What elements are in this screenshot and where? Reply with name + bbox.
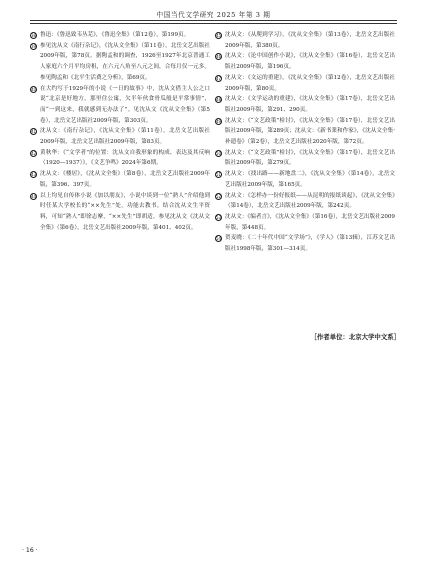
endnote <box>215 51 395 72</box>
endnote-number: 39 <box>31 43 37 49</box>
endnote-text: 沈从文：《从爬到学习》，《沈从文全集》（第13卷），北岳文艺出版社2009年版，第380页。 <box>225 32 395 49</box>
endnote <box>30 191 210 234</box>
endnote <box>215 212 395 233</box>
endnote <box>30 169 210 190</box>
endnote-number: 47 <box>216 75 222 81</box>
notes-right-column <box>215 30 395 255</box>
endnote-number: 45 <box>216 33 222 38</box>
endnote-text: 沈从文：《论中国创作小说》，《沈从文全集》（第16卷），北岳文艺出版社2009年版，第196页。 <box>225 53 395 71</box>
endnote-number: 54 <box>216 236 222 242</box>
endnote <box>215 191 395 212</box>
endnote-text: 沈从文：《编者言》，《沈从文全集》（第16卷），北岳文艺出版社2009年版，第448页。 <box>225 213 395 231</box>
page-number: · 16 · <box>22 547 38 554</box>
header-rule-thick <box>30 20 397 21</box>
endnote <box>215 73 395 94</box>
endnote <box>30 41 210 84</box>
endnote-text: 鲁迅：《鲁迅致韦丛芜》，《鲁迅全集》（第12卷），第199页。 <box>40 32 190 38</box>
endnote <box>215 148 395 169</box>
author-affiliation: ［作者单位：北京大学中文系］ <box>310 333 400 341</box>
endnote-text: 在大约写于1929年的小说《一日的故事》中，沈从文借主人公之口说“北京是好地方，那里住公寓，欠半年伙食骨瓜般是平常事情”，而“一到这来，我就感到无办法了”。见沈从文《沈从文全集》（第5卷），北岳文艺出版社2009年版，第303页。 <box>40 85 210 124</box>
endnote-text: 沈从文：《南行杂记》，《沈从文全集》（第11卷），北岳文艺出版社2009年版，北岳文艺出版社2009年版，第83页。 <box>40 128 210 146</box>
endnote-number: 43 <box>31 172 37 178</box>
endnote-number: 42 <box>31 150 37 156</box>
endnote <box>215 233 395 254</box>
endnote-text: 沈从文：《“文艺政策”检讨》，《沈从文全集》（第17卷），北岳文艺出版社2009年版，第279页。 <box>225 149 395 167</box>
endnote-text: 以上均见自传体小说《加以朋友》，小说中谈到一位“熟人”介绍他到时任某大学校长的“××先生”处，功能去教书。结合沈从文生平资料，可知“熟人”即徐志摩，“××先生”即胡适。参见沈从文《沈从文全集》（第6卷），北岳文艺出版社2009年版，第401、402页。 <box>40 192 210 231</box>
endnote-number: 51 <box>216 172 222 178</box>
endnote-text: 沈从文：《文运的重建》，《沈从文全集》（第12卷），北岳文艺出版社2009年版，第80页。 <box>225 74 395 92</box>
running-header: 中国当代文学研究 2025 年第 3 期 <box>156 11 271 19</box>
notes-left-column <box>30 30 210 233</box>
endnote <box>215 30 395 51</box>
endnote-number: 41 <box>31 129 37 135</box>
endnote-number: 49 <box>216 118 222 124</box>
endnote-number: 40 <box>31 86 37 92</box>
endnote-text: 沈从文：《文学运动的重建》，《沈从文全集》（第17卷），北岳文艺出版社2009年版，第291、290页。 <box>225 96 395 113</box>
endnote <box>30 126 210 147</box>
endnote <box>30 148 210 169</box>
endnote-text: 贺麦晓：《二十年代中国“文学场”》，《学人》（第13辑），江苏文艺出版社1998年版，第301—314页。 <box>225 235 395 253</box>
endnote-number: 52 <box>216 193 222 199</box>
endnote-text: 沈从文：《“文艺政策”检讨》，《沈从文全集》（第17卷），北岳文艺出版社2009年版，第289页；沈从文：《新书業和作家》，《沈从文全集·补遗卷》（第2卷），北岳文艺出版社2020年版，第72页。 <box>225 117 395 146</box>
endnote <box>30 84 210 127</box>
endnote <box>215 169 395 190</box>
endnote <box>215 94 395 115</box>
header-rule-thin <box>30 23 397 24</box>
endnote-number: 38 <box>31 33 37 38</box>
endnote-text: 参见沈从文《南行杂记》，《沈从文全集》（第11卷），北岳文艺出版社2009年版，第78页。据陶孟和的调查，1926至1927年北京普通工人家庭六个月平均房租，在六元八角至八元之间，合每月仅一元多。参见陶孟和《北平生活费之分析》，第69页。 <box>40 42 210 81</box>
endnote <box>30 30 210 41</box>
endnote-number: 46 <box>216 54 222 60</box>
endnote-text: 黄秋华：《“文学者”的位置：沈从文自我形象的构成、表达及其反响（1920—1937）》，《文艺争鸣》2024年第6期。 <box>40 149 210 167</box>
endnote-number: 48 <box>216 97 222 103</box>
endnote-number: 50 <box>216 150 222 156</box>
endnote-text: 沈从文：《找出路——新地盘二》，《沈从文全集》（第14卷），北岳文艺出版社2009年版，第165页。 <box>225 171 395 188</box>
endnote-text: 沈从文：《楼居》，《沈从文全集》（第8卷），北岳文艺出版社2009年版，第396、397页。 <box>40 171 210 188</box>
endnote-text: 沈从文：《怎样办一份好报纸——从昆明的报纸谈起》，《沈从文全集》（第14卷），北岳文艺出版社2009年版，第242页。 <box>225 192 395 210</box>
endnote-number: 44 <box>31 193 37 199</box>
endnote <box>215 116 395 148</box>
endnote-number: 53 <box>216 214 222 220</box>
